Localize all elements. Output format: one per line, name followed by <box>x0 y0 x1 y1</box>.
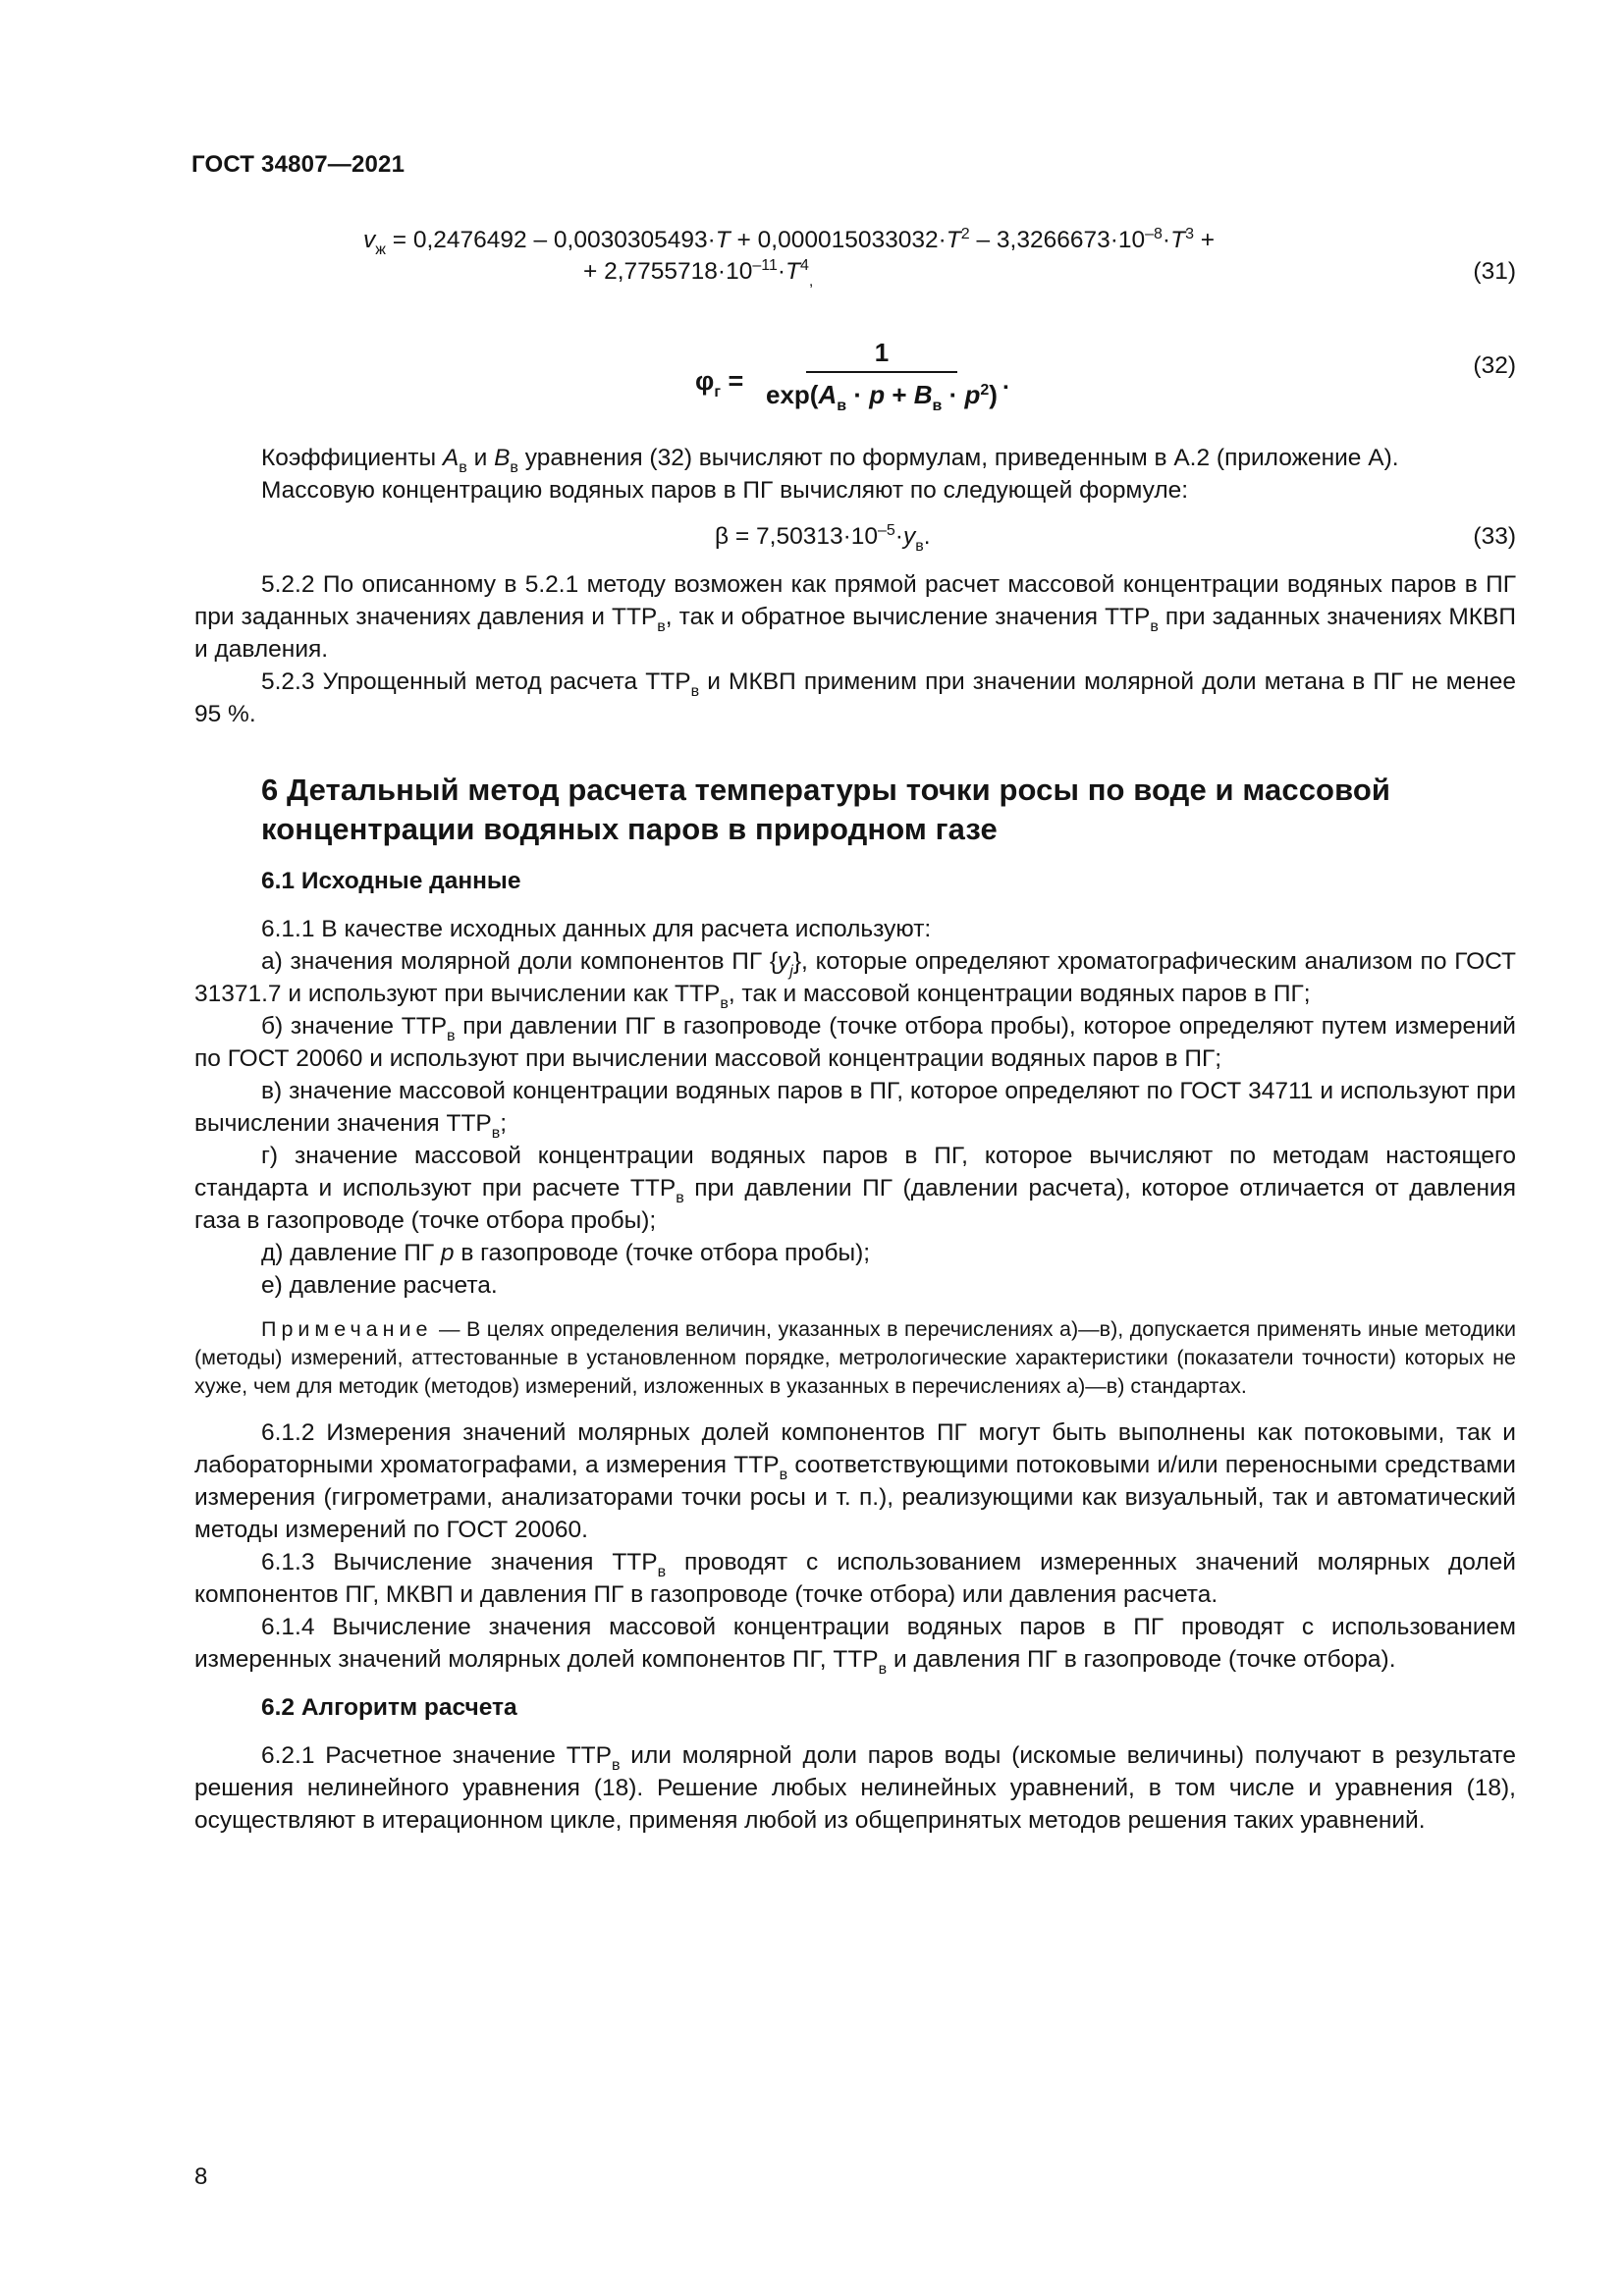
equation-number-33: (33) <box>1473 523 1516 550</box>
subsection-6-1-title: 6.1 Исходные данные <box>261 868 521 894</box>
list-item-d: д) давление ПГ p в газопроводе (точке отбора пробы); <box>261 1240 871 1266</box>
formula-31 <box>194 224 1516 306</box>
formula-31-line-2: + $2,7755718\cdot 10^{-11}\cdot T^4_,$ <box>583 257 814 290</box>
list-item-e: е) давление расчета. <box>261 1272 498 1299</box>
list-item-v: в) значение массовой концентрации водяных паров в ПГ, которое определяют по ГОСТ 34711 и используют при вычислении значения $ТТР_в$; <box>194 1078 1516 1142</box>
list-item-a: а) значения молярной доли компонентов ПГ $\{y_j\}$, которые определяют хроматографическим анализом по ГОСТ 31371.7 и используют при вычислении как $ТТР_в$, так и массовой концентрации водяных паров в ПГ; <box>194 948 1516 1012</box>
section-6-title: 6 Детальный метод расчета температуры точки росы по воде и массовой концентрации водяных паров в природном газе <box>261 773 1391 846</box>
paragraph-6-1-3: 6.1.3 Вычисление значения $ТТР_в$ проводят с использованием измеренных значений молярных долей компонентов ПГ, МКВП и давления ПГ в газопроводе (точке отбора) или давления расчета. <box>194 1549 1516 1608</box>
paragraph-6-2-1: 6.2.1 Расчетное значение $ТТР_в$ или молярной доли паров воды (искомые величины) получают в результате решения нелинейного уравнения (18). Решение любых нелинейных уравнений, в том числе и уравнения (18), осуществляют в итерационном цикле, применяя любой из общепринятых методов решения таких уравнений. <box>194 1742 1516 1834</box>
equation-number-32: (32) <box>1473 352 1516 379</box>
formula-32 <box>194 336 1516 430</box>
paragraph-mass-concentration: Массовую концентрацию водяных паров в ПГ вычисляют по следующей формуле: <box>261 477 1189 504</box>
formula-32-numerator: 1 <box>806 336 957 373</box>
page-number: 8 <box>194 2163 208 2190</box>
paragraph-6-1-2: 6.1.2 Измерения значений молярных долей компонентов ПГ могут быть выполнены как потоковыми, так и лабораторными хроматографами, а измерения $ТТР_в$ соответствующими потоковыми и/или переносными средствами измерения (гигрометрами, анализаторами точки росы и т. п.), реализующими как визуальный, так и автоматический методы измерений по ГОСТ 20060. <box>194 1419 1516 1543</box>
note: Примечание — В целях определения величин, указанных в перечислениях а)—в), допускается применять иные методики (методы) измерений, аттестованные в установленном порядке, метрологические характеристики (показатели точности) которых не хуже, чем для методик (методов) измерений, изложенных в указанных в перечислениях а)—в) стандартах. <box>194 1317 1516 1398</box>
formula-32-denominator: $\exp(A_в \cdot p + B_в \cdot p^2)$ <box>766 380 998 414</box>
paragraph-6-1-1: 6.1.1 В качестве исходных данных для расчета используют: <box>261 916 932 942</box>
note-label: Примечание <box>261 1317 433 1341</box>
subsection-6-2-title: 6.2 Алгоритм расчета <box>261 1694 517 1721</box>
note-text: В целях определения величин, указанных в перечислениях а)—в), допускается применять иные методики (методы) измерений, аттестованные в установленном порядке, метрологические характеристики (показатели точности) которых не хуже, чем для методик (методов) измерений, изложенных в указанных в перечислениях а)—в) стандартах. <box>194 1317 1516 1398</box>
formula-33-expression: $\beta = 7,50313\cdot 10^{-5}\cdot y_в$. <box>715 522 931 555</box>
list-item-g: г) значение массовой концентрации водяных паров в ПГ, которое вычисляют по методам настоящего стандарта и используют при расчете $ТТР_в$ при давлении ПГ (давлении расчета), которое отличается от давления газа в газопроводе (точке отбора пробы); <box>194 1143 1516 1234</box>
page-content <box>194 224 1516 1837</box>
document-header: ГОСТ 34807—2021 <box>191 151 406 178</box>
formula-32-lhs: $\varphi_г$ = <box>695 366 744 400</box>
formula-32-fraction <box>766 336 998 414</box>
formula-31-line-1: $v_ж = 0,2476492 - 0,0030305493\cdot T + 0,000015033032\cdot T^2 - 3,3266673\cdot 10^{-8}\cdot T^3$ + <box>363 226 1216 258</box>
formula-33 <box>194 520 1516 553</box>
paragraph-5-2-2: 5.2.2 По описанному в 5.2.1 методу возможен как прямой расчет массовой концентрации водяных паров в ПГ при заданных значениях давления и $ТТР_в$, так и обратное вычисление значения $ТТР_в$ при заданных значениях МКВП и давления. <box>194 571 1516 663</box>
paragraph-coefficients: Коэффициенты $A_в$ и $B_в$ уравнения (32) вычисляют по формулам, приведенным в А.2 (приложение А). <box>261 445 1399 476</box>
paragraph-5-2-3: 5.2.3 Упрощенный метод расчета $ТТР_в$ и МКВП применим при значении молярной доли метана в ПГ не менее 95 %. <box>194 668 1516 727</box>
equation-number-31: (31) <box>1473 258 1516 285</box>
formula-32-period: . <box>1002 368 1009 395</box>
list-item-b: б) значение $ТТР_в$ при давлении ПГ в газопроводе (точке отбора пробы), которое определяют путем измерений по ГОСТ 20060 и используют при вычислении массовой концентрации водяных паров в ПГ; <box>194 1013 1516 1072</box>
paragraph-6-1-4: 6.1.4 Вычисление значения массовой концентрации водяных паров в ПГ проводят с использованием измеренных значений молярных долей компонентов ПГ, $ТТР_в$ и давления ПГ в газопроводе (точке отбора). <box>194 1614 1516 1678</box>
